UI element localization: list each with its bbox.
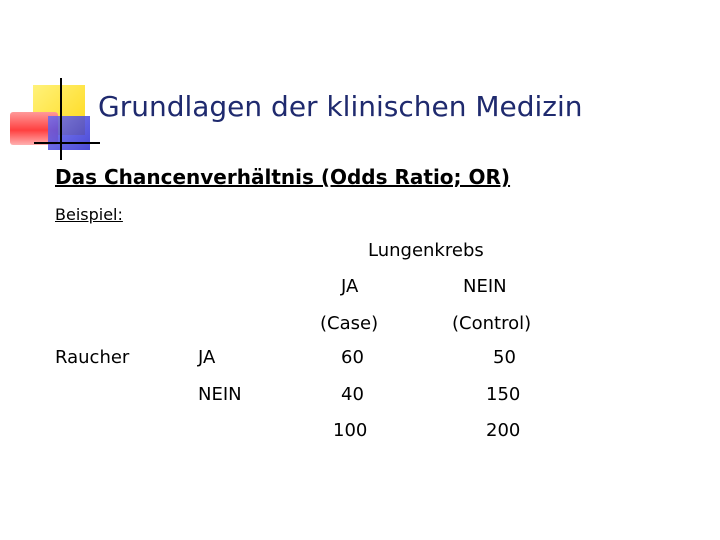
page-title: Grundlagen der klinischen Medizin bbox=[98, 90, 583, 123]
table-cell: 50 bbox=[493, 347, 516, 368]
column-group-header: Lungenkrebs bbox=[368, 240, 484, 261]
total-cell: 100 bbox=[333, 420, 368, 441]
table-cell: 40 bbox=[341, 384, 364, 405]
total-cell: 200 bbox=[486, 420, 521, 441]
logo-decoration bbox=[0, 0, 100, 170]
table-cell: 60 bbox=[341, 347, 364, 368]
table-cell: 150 bbox=[486, 384, 521, 405]
row-header-nein: NEIN bbox=[198, 384, 242, 405]
section-subtitle: Das Chancenverhältnis (Odds Ratio; OR) bbox=[55, 165, 511, 189]
example-label: Beispiel: bbox=[55, 205, 123, 224]
horizontal-line bbox=[34, 142, 100, 144]
column-header-ja: JA bbox=[341, 276, 359, 297]
column-header-nein: NEIN bbox=[463, 276, 507, 297]
row-header-ja: JA bbox=[198, 347, 216, 368]
column-subheader-case: (Case) bbox=[320, 313, 379, 334]
vertical-line bbox=[60, 78, 62, 160]
row-group-header: Raucher bbox=[55, 347, 130, 368]
column-subheader-control: (Control) bbox=[452, 313, 532, 334]
blue-square-shape bbox=[48, 116, 90, 150]
